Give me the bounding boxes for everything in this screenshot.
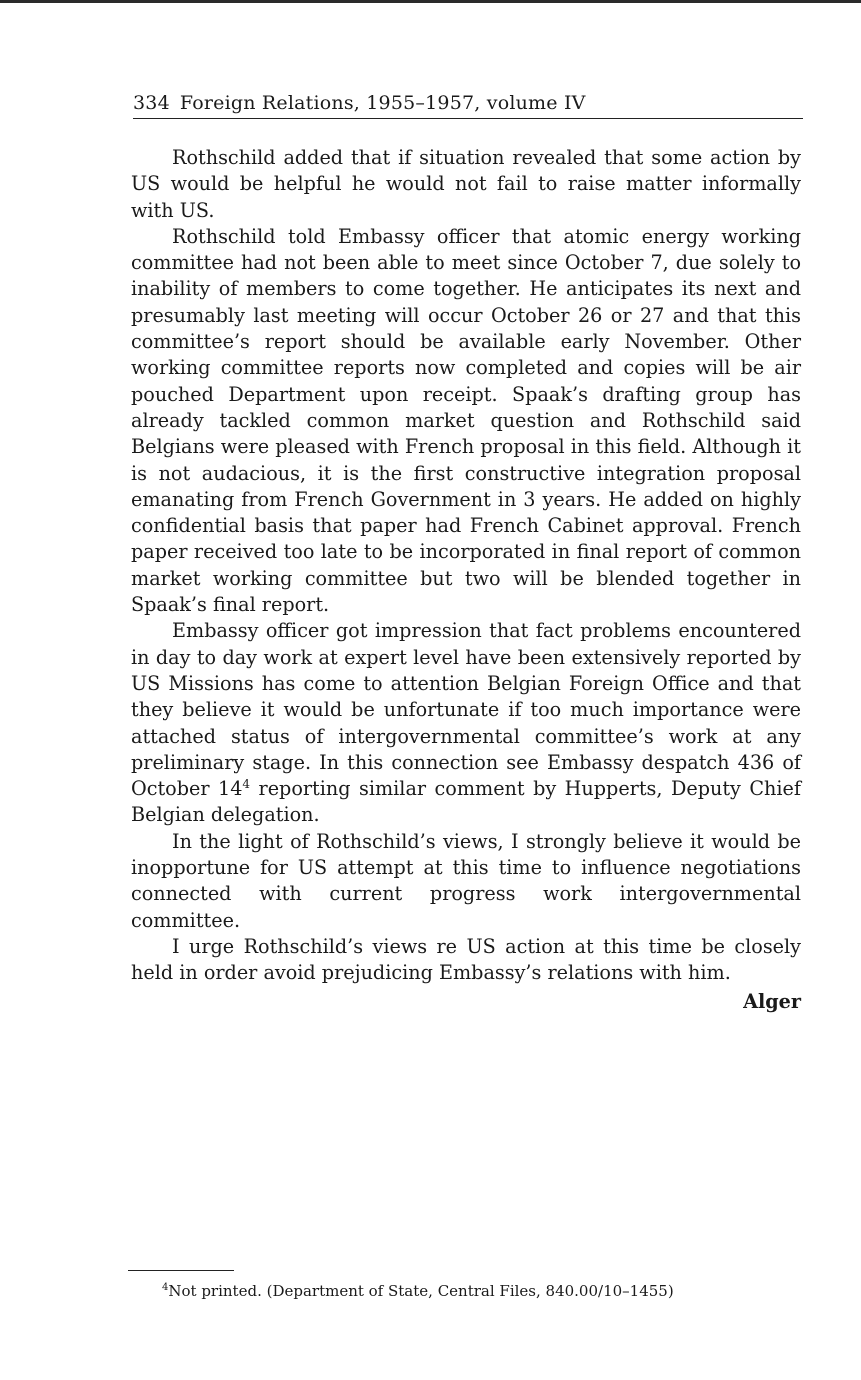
footnote-reference: 4 [242, 777, 251, 792]
body-text [131, 145, 801, 1015]
signature: Alger [743, 989, 801, 1013]
footnote-text: Not printed. (Department of State, Central Files, 840.00/10–1455) [168, 1282, 674, 1300]
page-number: 334 [133, 92, 170, 114]
publication-title: Foreign Relations, 1955–1957, volume IV [179, 92, 586, 114]
paragraph-3 [131, 618, 801, 828]
paragraph-5: I urge Rothschild’s views re US action at this time be closely held in order avoid prejudicing Embassy’s relations with him. [131, 934, 801, 985]
paragraph-2: Rothschild told Embassy officer that atomic energy working committee had not been able to meet since October 7, due solely to inability of members to come together. He anticipates its next and presumably last meeting will occur October 26 or 27 and that this committee’s report should be available early November. Other working committee reports now completed and copies will be air pouched Department upon receipt. Spaak’s drafting group has already tackled common market question and Rothschild said Belgians were pleased with French proposal in this field. Although it is not audacious, it is the first constructive integration proposal emanating from French Government in 3 years. He added on highly confidential basis that paper had French Cabinet approval. French paper received too late to be incorporated in final report of common market working committee but two will be blended together in Spaak’s final report. [131, 224, 801, 617]
footnote [162, 1280, 802, 1302]
paragraph-1: Rothschild added that if situation revealed that some action by US would be helpful he would not fail to raise matter informally with US. [131, 146, 801, 222]
footnote-marker: 4 [162, 1282, 169, 1293]
top-edge-rule [0, 0, 861, 3]
running-head [133, 88, 803, 119]
paragraph-3-text-a: Embassy officer got impression that fact problems encountered in day to day work at expert level have been extensively reported by US Missions has come to attention Belgian Foreign Office and that they believe it would be unfortunate if too much importance were attached status of intergovernmental committee’s work at any preliminary stage. In this connection see Embassy despatch 436 of October 14 [131, 619, 801, 801]
footnote-divider [128, 1270, 234, 1271]
paragraph-3-text-b: reporting similar comment by Hupperts, Deputy Chief Belgian delegation. [131, 777, 801, 827]
paragraph-4: In the light of Rothschild’s views, I strongly believe it would be inopportune for US attempt at this time to influence negotiations connected with current progress work intergovernmental committee. [131, 829, 801, 932]
